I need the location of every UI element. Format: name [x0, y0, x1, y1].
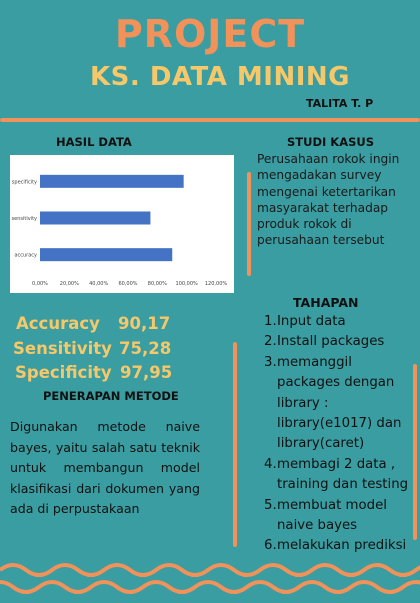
- step-text: membagi 2 data , training dan testing: [277, 456, 409, 493]
- x-tick-label: 80,00%: [147, 281, 167, 287]
- tahapan-list: [264, 312, 414, 557]
- tahapan-heading: TAHAPAN: [293, 295, 359, 310]
- tahapan-step: [264, 332, 414, 352]
- x-tick-label: 40,00%: [89, 281, 109, 287]
- step-number: 2.: [264, 334, 277, 350]
- metric-sensitivity-value: 75,28: [119, 339, 172, 358]
- penerapan-text: Digunakan metode naive bayes, yaitu salah satu teknik untuk membangun model klasifikasi dari dokumen yang ada di perpustakaan: [10, 419, 200, 516]
- metric-accuracy: [16, 314, 171, 333]
- step-number: 4.: [264, 456, 277, 472]
- header-divider: [0, 118, 420, 122]
- author-name: TALITA T. P: [306, 97, 374, 110]
- category-label: specificity: [11, 179, 37, 186]
- metric-specificity-value: 97,95: [120, 363, 173, 382]
- step-text: memanggil packages dengan library : library(e1017) dan library(caret): [277, 354, 402, 452]
- tahapan-step: [264, 536, 414, 556]
- metric-sensitivity: [13, 339, 172, 358]
- vertical-divider-top: [247, 172, 251, 276]
- metric-sensitivity-label: Sensitivity: [13, 339, 112, 358]
- vertical-divider-bottom: [233, 342, 237, 547]
- x-tick-label: 20,00%: [59, 281, 79, 287]
- tahapan-step: [264, 312, 414, 332]
- bar-accuracy: [40, 248, 172, 261]
- tahapan-step: [264, 455, 414, 496]
- bottom-wave-decoration: [0, 560, 420, 603]
- chart-container: [10, 155, 234, 293]
- step-text: Input data: [277, 314, 346, 329]
- metric-specificity-label: Specificity: [15, 363, 112, 382]
- tahapan-step: [264, 353, 414, 455]
- bar-specificity: [40, 175, 184, 188]
- page-title: PROJECT: [114, 12, 306, 56]
- x-tick-label: 120,00%: [204, 281, 228, 287]
- step-text: membuat model naive bayes: [277, 497, 387, 534]
- bar-sensitivity: [40, 212, 150, 225]
- metric-accuracy-label: Accuracy: [16, 314, 100, 333]
- category-label: sensitivity: [11, 216, 37, 222]
- hasil-data-heading: HASIL DATA: [56, 135, 132, 149]
- step-text: melakukan prediksi: [277, 538, 407, 554]
- x-tick-label: 0,00%: [32, 281, 48, 287]
- metric-accuracy-value: 90,17: [118, 314, 171, 333]
- x-tick-label: 100,00%: [175, 281, 198, 287]
- step-number: 6.: [264, 538, 277, 554]
- step-number: 1.: [264, 314, 277, 329]
- step-number: 3.: [264, 354, 277, 370]
- studi-kasus-text: Perusahaan rokok ingin mengadakan survey mengenai ketertarikan masyarakat terhadap produk rokok di perusahaan tersebut: [257, 152, 400, 248]
- tahapan-step: [264, 496, 414, 537]
- bar-chart: [10, 155, 234, 293]
- page-subtitle: KS. DATA MINING: [90, 62, 350, 92]
- studi-kasus-heading: STUDI KASUS: [287, 135, 375, 149]
- step-text: Install packages: [277, 334, 385, 350]
- category-label: accuracy: [14, 252, 37, 259]
- x-tick-label: 60,00%: [118, 281, 138, 287]
- step-number: 5.: [264, 497, 277, 513]
- penerapan-heading: PENERAPAN METODE: [43, 389, 179, 403]
- metric-specificity: [15, 363, 173, 382]
